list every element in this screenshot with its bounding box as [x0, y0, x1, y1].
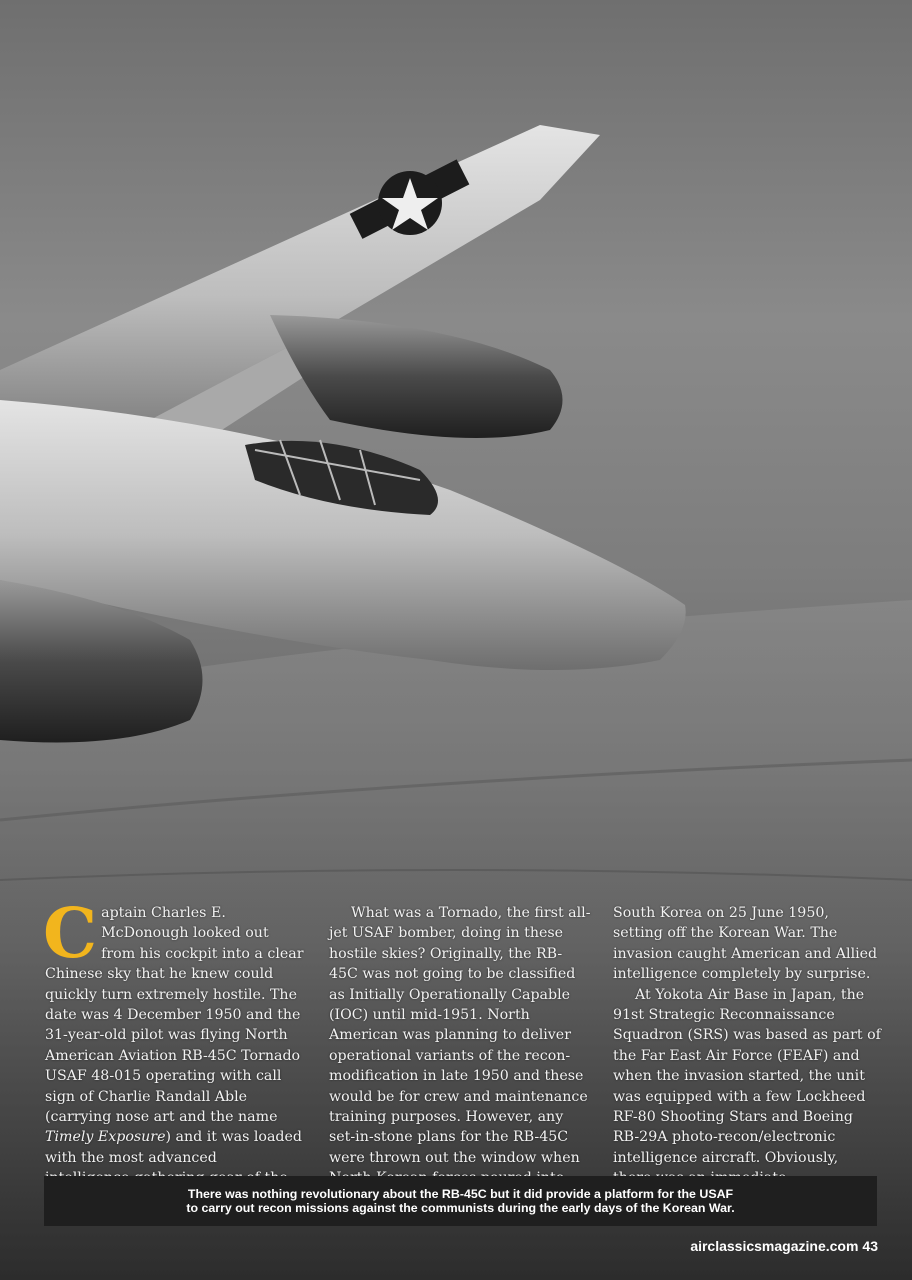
article-paragraph: What was a Tornado, the first all-jet USAF bomber, doing in these hostile skies? Originally, the RB-45C was not going to be classified as Initially Operationally Capable (IOC) until mid-1951. North American was planning to deliver operational variants of the recon-modification in late 1950 and these would be for crew and maintenance training purposes. However, any set-in-stone plans for the RB-45C were thrown out the window when [329, 905, 591, 1166]
page-footer [690, 1238, 878, 1254]
drop-cap: C [43, 894, 98, 974]
caption-line: to carry out recon missions against the communists during the early days of the Korean War. [186, 1201, 735, 1215]
article-column-1 [43, 894, 307, 1209]
caption-line: There was nothing revolutionary about the RB-45C but it did provide a platform for the USAF [187, 1187, 734, 1201]
article-column-2 [329, 903, 591, 1189]
page-number: 43 [862, 1238, 878, 1254]
article-paragraph: South Korea on 25 June 1950, setting off the Korean War. The invasion caught American and Allied intelligence completely by surprise. [613, 905, 878, 983]
article-paragraph: At Yokota Air Base in Japan, the 91st Strategic Reconnaissance Squadron (SRS) was based as part of the Far East Air Force (FEAF) and when the invasion started, the unit was equipped with a few Lockheed RF-80 Shooting Stars and Boeing RB-29A photo-recon/electronic intelligence aircraft. Obviously, [613, 986, 881, 1166]
article-column-3 [613, 903, 881, 1189]
article-text: aptain Charles E. McDonough looked out from his cockpit into a clear Chinese sky that he knew could quickly turn extremely hostile. The date was 4 December 1950 and the 31-year-old pilot was flying North American Aviation RB-45C Tornado USAF 48-015 operating with call sign of Charlie Randall Able (carrying nose art and the name [45, 905, 304, 1126]
nose-art-name: Timely Exposure [45, 1129, 166, 1146]
website-link[interactable]: airclassicsmagazine.com [690, 1238, 859, 1254]
photo-caption [44, 1176, 877, 1226]
article-text: ) and it was loaded with the most advanced [45, 1129, 302, 1166]
article-paragraph [43, 894, 307, 1209]
